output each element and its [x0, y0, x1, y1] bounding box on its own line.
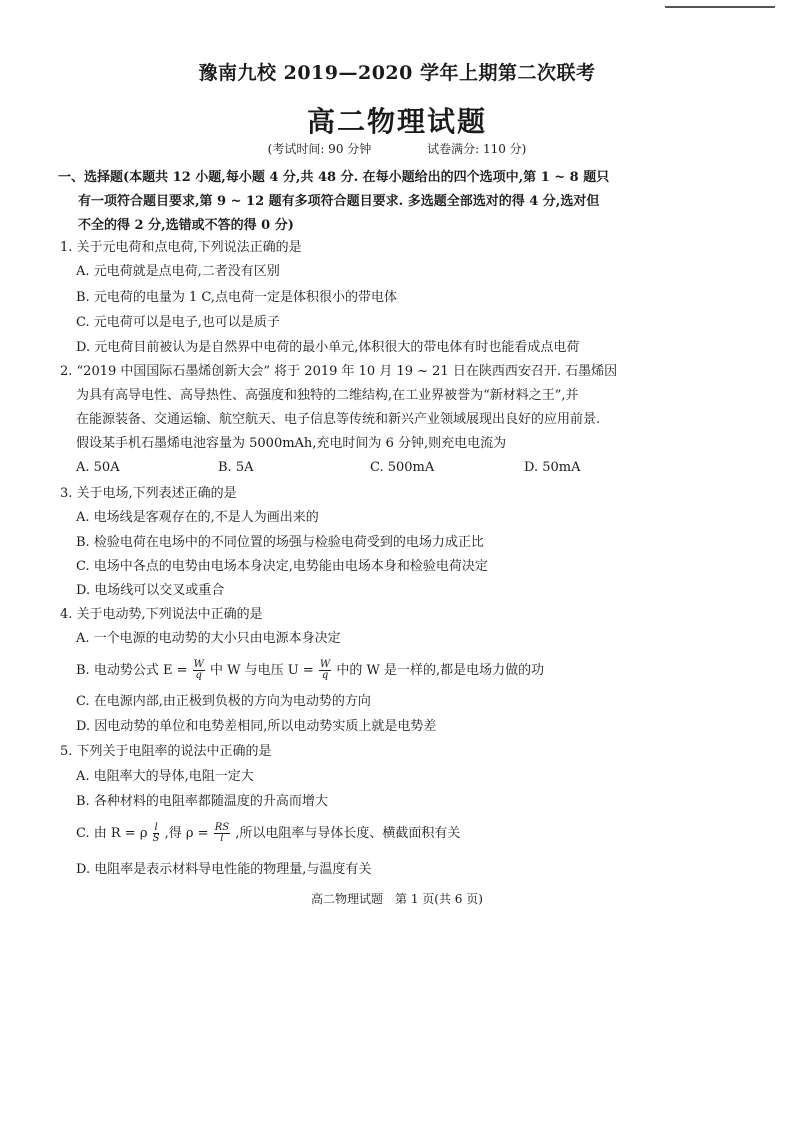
q3-option-a: A. 电场线是客观存在的,不是人为画出来的	[76, 510, 319, 525]
q4-option-c: C. 在电源内部,由正极到负极的方向为电动势的方向	[76, 694, 371, 709]
q4-option-b-middle: 中 W 与电压 U =	[210, 663, 314, 678]
fraction-denominator: S	[152, 833, 160, 844]
q4-option-b-prefix: B. 电动势公式 E =	[76, 663, 188, 678]
q5-stem: 5. 下列关于电阻率的说法中正确的是	[60, 744, 272, 759]
exam-info	[0, 140, 794, 157]
section-intro-line-2: 有一项符合题目要求,第 9 ~ 12 题有多项符合题目要求. 多选题全部选对的得 4 分,选对但	[78, 194, 600, 209]
q5-option-a: A. 电阻率大的导体,电阻一定大	[76, 769, 254, 784]
page-footer: 高二物理试题 第 1 页(共 6 页)	[311, 892, 483, 906]
q4-option-b	[76, 657, 544, 685]
q2-line-4: 假设某手机石墨烯电池容量为 5000mAh,充电时间为 6 分钟,则充电电流为	[76, 436, 507, 451]
fraction-numerator: l	[154, 822, 158, 833]
q5-option-c-suffix: ,所以电阻率与导体长度、横截面积有关	[235, 826, 461, 841]
scan-edge-mark	[665, 6, 775, 8]
q4-stem: 4. 关于电动势,下列说法中正确的是	[60, 607, 263, 622]
fraction-numerator: W	[319, 659, 331, 670]
q3-option-b: B. 检验电荷在电场中的不同位置的场强与检验电荷受到的电场力成正比	[76, 535, 484, 550]
q2-option-c: C. 500mA	[370, 460, 435, 475]
q4-option-a: A. 一个电源的电动势的大小只由电源本身决定	[76, 631, 341, 646]
exam-main-title: 高二物理试题	[306, 105, 487, 138]
fraction-denominator: q	[321, 670, 329, 681]
q2-line-3: 在能源装备、交通运输、航空航天、电子信息等传统和新兴产业领域展现出良好的应用前景.	[76, 412, 601, 427]
q1-option-b: B. 元电荷的电量为 1 C,点电荷一定是体积很小的带电体	[76, 290, 397, 305]
q2-line-1: 2. “2019 中国国际石墨烯创新大会” 将于 2019 年 10 月 19 ~ 21 日在陕西西安召开. 石墨烯因	[60, 364, 618, 379]
q2-line-2: 为具有高导电性、高导热性、高强度和独特的二维结构,在工业界被誉为“新材料之王”,并	[76, 388, 579, 403]
q1-option-c: C. 元电荷可以是电子,也可以是质子	[76, 315, 280, 330]
fraction-numerator: W	[193, 659, 204, 670]
q5-option-c-prefix: C. 由 R = ρ	[76, 826, 148, 841]
q2-option-b: B. 5A	[218, 460, 254, 475]
q4-option-b-suffix: 中的 W 是一样的,都是电场力做的功	[336, 663, 545, 678]
section-intro-line-3: 不全的得 2 分,选错或不答的得 0 分)	[78, 218, 294, 233]
q4-option-d: D. 因电动势的单位和电势差相同,所以电动势实质上就是电势差	[76, 719, 437, 734]
q1-stem: 1. 关于元电荷和点电荷,下列说法正确的是	[60, 240, 302, 255]
section-intro-line-1: 一、选择题(本题共 12 小题,每小题 4 分,共 48 分. 在每小题给出的四个选项中,第 1 ~ 8 题只	[58, 170, 610, 185]
q1-option-d: D. 元电荷目前被认为是自然界中电荷的最小单元,体积很大的带电体有时也能看成点电荷	[76, 340, 580, 355]
q3-option-c: C. 电场中各点的电势由电场本身决定,电势能由电场本身和检验电荷决定	[76, 559, 488, 574]
exam-score: 试卷满分: 110 分)	[427, 142, 527, 156]
q2-option-d: D. 50mA	[524, 460, 581, 475]
q3-stem: 3. 关于电场,下列表述正确的是	[60, 486, 237, 501]
q1-option-a: A. 元电荷就是点电荷,二者没有区别	[76, 264, 280, 279]
q5-option-b: B. 各种材料的电阻率都随温度的升高而增大	[76, 794, 328, 809]
exam-header-title: 豫南九校 2019—2020 学年上期第二次联考	[198, 62, 596, 84]
q4-fraction-e	[193, 660, 205, 681]
q5-option-c-middle: ,得 ρ =	[164, 826, 209, 841]
q2-option-a: A. 50A	[76, 460, 120, 475]
q5-option-d: D. 电阻率是表示材料导电性能的物理量,与温度有关	[76, 862, 372, 877]
q3-option-d: D. 电场线可以交叉或重合	[76, 583, 225, 598]
fraction-numerator: RS	[214, 822, 230, 833]
q5-fraction-rs-over-l	[214, 823, 230, 844]
q4-fraction-u	[319, 660, 331, 681]
fraction-denominator: q	[195, 670, 202, 681]
q5-fraction-l-over-s	[153, 823, 160, 844]
exam-time: (考试时间: 90 分钟	[267, 142, 372, 156]
fraction-denominator: l	[220, 833, 224, 844]
q5-option-c	[76, 820, 460, 848]
